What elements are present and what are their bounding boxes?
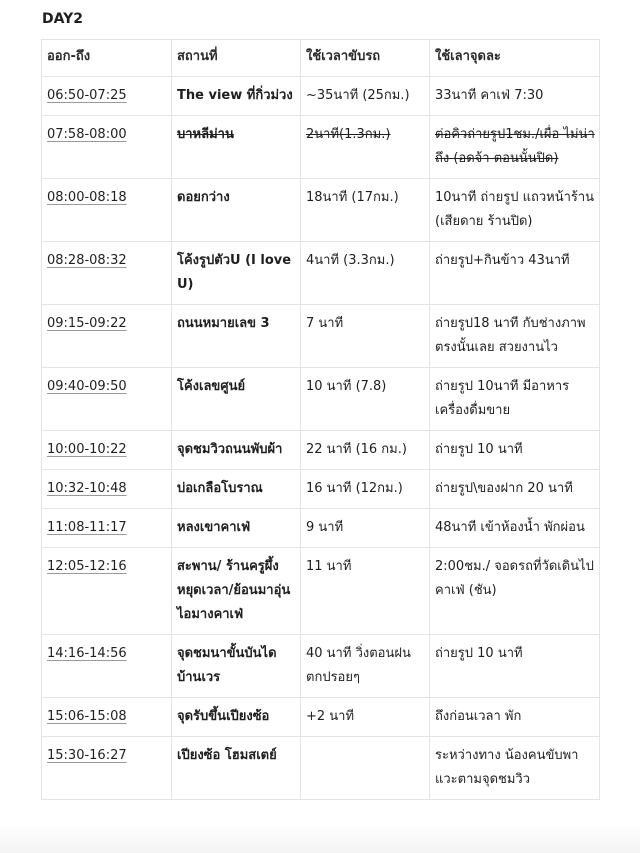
drive-time-cell: 10 นาที (7.8) xyxy=(301,368,430,431)
stay-time-cell: ถ่ายรูป 10 นาที xyxy=(430,431,600,470)
stay-time-cell: ถ่ายรูป 10นาที มีอาหารเครื่องดื่มขาย xyxy=(430,368,600,431)
time-range-link[interactable]: 12:05-12:16 xyxy=(47,559,127,574)
column-header-time: ออก-ถึง xyxy=(42,40,172,77)
time-cell xyxy=(42,242,172,305)
stay-time-cell: ต่อคิวถ่ายรูป1ชม./เผื่อ ไม่น่าถึง (อดจ้า ตอนนั้นปิด) xyxy=(430,116,600,179)
time-range-link[interactable]: 08:28-08:32 xyxy=(47,253,127,268)
drive-time-cell: 11 นาที xyxy=(301,548,430,635)
time-range-link[interactable]: 14:16-14:56 xyxy=(47,646,127,661)
table-row xyxy=(42,179,600,242)
place-cell: เปียงซ้อ โฮมสเตย์ xyxy=(172,737,301,800)
stay-time-cell: 48นาที เข้าห้องน้ำ พักผ่อน xyxy=(430,509,600,548)
stay-time-cell: ระหว่างทาง น้องคนขับพาแวะตามจุดชมวิว xyxy=(430,737,600,800)
table-row xyxy=(42,431,600,470)
drive-time-cell: 40 นาที วิ่งตอนฝนตกปรอยๆ xyxy=(301,635,430,698)
place-cell: The view ที่กิ่วม่วง xyxy=(172,77,301,116)
time-range-link[interactable]: 07:58-08:00 xyxy=(47,127,127,142)
table-row xyxy=(42,305,600,368)
stay-time-cell: ถึงก่อนเวลา พัก xyxy=(430,698,600,737)
time-cell xyxy=(42,635,172,698)
time-range-link[interactable]: 08:00-08:18 xyxy=(47,190,127,205)
place-cell: บาหลีม่าน xyxy=(172,116,301,179)
stay-time-cell: ถ่ายรูป\ของฝาก 20 นาที xyxy=(430,470,600,509)
place-cell: บ่อเกลือโบราณ xyxy=(172,470,301,509)
table-row xyxy=(42,737,600,800)
time-range-link[interactable]: 09:40-09:50 xyxy=(47,379,127,394)
place-cell: ถนนหมายเลข 3 xyxy=(172,305,301,368)
time-range-link[interactable]: 15:06-15:08 xyxy=(47,709,127,724)
stay-time-cell: ถ่ายรูป18 นาที กับช่างภาพตรงนั้นเลย สวยงานไว xyxy=(430,305,600,368)
itinerary-table xyxy=(41,39,600,800)
table-header xyxy=(42,40,600,77)
time-cell xyxy=(42,509,172,548)
time-range-link[interactable]: 06:50-07:25 xyxy=(47,88,127,103)
time-cell xyxy=(42,431,172,470)
drive-time-cell: 7 นาที xyxy=(301,305,430,368)
time-cell xyxy=(42,116,172,179)
drive-time-cell: 2นาที(1.3กม.) xyxy=(301,116,430,179)
table-row xyxy=(42,548,600,635)
drive-time-cell: +2 นาที xyxy=(301,698,430,737)
table-row xyxy=(42,470,600,509)
time-cell xyxy=(42,77,172,116)
time-range-link[interactable]: 15:30-16:27 xyxy=(47,748,127,763)
time-cell xyxy=(42,548,172,635)
drive-time-cell: 4นาที (3.3กม.) xyxy=(301,242,430,305)
drive-time-cell: ~35นาที (25กม.) xyxy=(301,77,430,116)
drive-time-cell xyxy=(301,737,430,800)
table-row xyxy=(42,242,600,305)
table-body xyxy=(42,77,600,800)
column-header-drive-time: ใช้เวลาขับรถ xyxy=(301,40,430,77)
time-cell xyxy=(42,737,172,800)
table-row xyxy=(42,509,600,548)
time-range-link[interactable]: 10:32-10:48 xyxy=(47,481,127,496)
bottom-fade xyxy=(0,823,640,853)
time-cell xyxy=(42,698,172,737)
place-cell: สะพาน/ ร้านครูผึ้ง หยุดเวลา/ย้อนมาอุ่นไอมางคาเฟ่ xyxy=(172,548,301,635)
place-cell: จุดรับขึ้นเปียงซ้อ xyxy=(172,698,301,737)
time-range-link[interactable]: 10:00-10:22 xyxy=(47,442,127,457)
column-header-place: สถานที่ xyxy=(172,40,301,77)
table-row xyxy=(42,77,600,116)
place-cell: จุดชมวิวถนนพับผ้า xyxy=(172,431,301,470)
drive-time-cell: 16 นาที (12กม.) xyxy=(301,470,430,509)
stay-time-cell: 33นาที คาเฟ่ 7:30 xyxy=(430,77,600,116)
place-cell: โค้งรูปตัวU (I love U) xyxy=(172,242,301,305)
place-cell: ดอยกว่าง xyxy=(172,179,301,242)
drive-time-cell: 22 นาที (16 กม.) xyxy=(301,431,430,470)
time-cell xyxy=(42,305,172,368)
time-range-link[interactable]: 09:15-09:22 xyxy=(47,316,127,331)
place-cell: หลงเขาคาเฟ่ xyxy=(172,509,301,548)
time-cell xyxy=(42,368,172,431)
table-row xyxy=(42,116,600,179)
column-header-stay-time: ใช้เลาจุดละ xyxy=(430,40,600,77)
table-row xyxy=(42,698,600,737)
stay-time-cell: 2:00ชม./ จอดรถที่วัดเดินไปคาเฟ่ (ชัน) xyxy=(430,548,600,635)
page-heading: DAY2 xyxy=(42,11,83,27)
stay-time-cell: ถ่ายรูป+กินข้าว 43นาที xyxy=(430,242,600,305)
place-cell: จุดชมนาขั้นบันไดบ้านเวร xyxy=(172,635,301,698)
header-row xyxy=(42,40,600,77)
table-row xyxy=(42,368,600,431)
drive-time-cell: 18นาที (17กม.) xyxy=(301,179,430,242)
drive-time-cell: 9 นาที xyxy=(301,509,430,548)
time-range-link[interactable]: 11:08-11:17 xyxy=(47,520,127,535)
time-cell xyxy=(42,179,172,242)
stay-time-cell: ถ่ายรูป 10 นาที xyxy=(430,635,600,698)
time-cell xyxy=(42,470,172,509)
stay-time-cell: 10นาที ถ่ายรูป แถวหน้าร้าน (เสียดาย ร้านปิด) xyxy=(430,179,600,242)
place-cell: โค้งเลขศูนย์ xyxy=(172,368,301,431)
table-row xyxy=(42,635,600,698)
